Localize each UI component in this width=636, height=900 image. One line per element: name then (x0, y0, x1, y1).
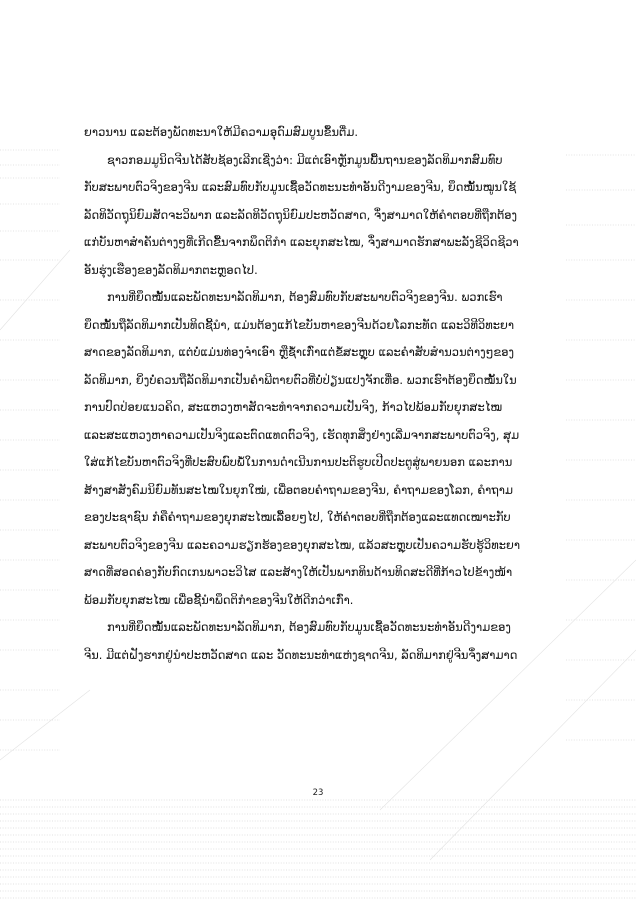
paragraph-first-line: ການທີ່ຍຶດໝັ້ນແລະພັດທະນາລັດທິມາກ, ຕ້ອງສົມທົບກັບສະພາບຕົວຈິງຂອງຈີນ. ພວກເຮົາ (107, 290, 503, 304)
text-line: ການປົດປ່ອຍແນວຄິດ, ສະແຫວງຫາສັດຈະທຳຈາກຄວາມເປັນຈິງ, ກ້າວໄປພ້ອມກັບຍຸກສະໄໝ (84, 400, 503, 414)
text-line: ອັນຮຸ່ງເຮືອງຂອງລັດທິມາກຕະຫຼອດໄປ. (84, 262, 258, 277)
text-line: ພ້ອມກັບຍຸກສະໄໝ ເພື່ອຊີ້ນຳພຶດຕິກຳຂອງຈີນໃຫ້ດີກວ່າເກົ່າ. (84, 592, 354, 607)
right-margin-rules (566, 155, 636, 740)
text-line: ໃສ່ແກ້ໄຂບັນຫາຕົວຈິງທີ່ປະສົບພົບພໍ້ໃນການດຳເນີນການປະຕິຮູບເປີດປະຕູສູ່ພາຍນອກ ແລະການ (84, 455, 513, 469)
text-line: ແລະສະແຫວງຫາຄວາມເປັນຈິງແລະຕົດແທດຕົວຈິງ, ເຮັດທຸກສິ່ງຢ່າງເລີ່ມຈາກສະພາບຕົວຈິງ, ສຸມ (84, 427, 520, 442)
text-line: ສາດທີ່ສອດຄ່ອງກັບກົດເກນພາວະວິໄສ ແລະສ້າງໃຫ້ເປັນພາກທິນດ້ານທິດສະດີທີ່ກ້າວໄປຂ້າງໜ້າ (84, 565, 513, 579)
text-line: ຂອງປະຊາຊົນ ກໍຄືຄຳຖາມຂອງຍຸກສະໄໝເລື້ອຍໆໄປ, ໃຫ້ຄຳຕອບທີ່ຖືກຕ້ອງແລະແທດເໝາະກັບ (84, 510, 511, 524)
text-line: ຍຶດໝັ້ນຖືລັດທິມາກເປັນທິດຊີ້ນຳ, ແມ່ນຕ້ອງແກ້ໄຂບັນຫາຂອງຈີນດ້ວຍໂລກະທັດ ແລະວິທີວິທະຍາ (84, 317, 515, 332)
text-line: ກັບສະພາບຕົວຈິງຂອງຈີນ ແລະສົມທົບກັບມູນເຊື້ອວັດທະນະທຳອັນດີງາມຂອງຈີນ, ຍຶດໝັ້ນໝູນໃຊ້ (84, 180, 517, 194)
text-line: ລັດທິວັດຖຸນິຍົມສັດຈະວິພາກ ແລະລັດທິວັດຖຸນິຍົມປະຫວັດສາດ, ຈຶ່ງສາມາດໃຫ້ຄຳຕອບທີ່ຖືກຕ້ອງ (84, 207, 518, 222)
text-line: ຈີນ. ມີແຕ່ຝັງຮາກຢູ່ນຳປະຫວັດສາດ ແລະ ວັດທະນະທຳແຫ່ງຊາດຈີນ, ລັດທິມາກຢູ່ຈີນຈຶ່ງສາມາດ (84, 647, 518, 662)
text-line: ລັດທິມາກ, ຍິ່ງບໍ່ຄວນຖືລັດທິມາກເປັນຄຳພີຕາຍຕົວທີ່ບໍ່ປ່ຽນແປງຈັກເທື່ອ. ພວກເຮົາຕ້ອງຍຶດໝັ້ນໃນ (84, 372, 517, 387)
text-line: ແກ່ບັນຫາສຳຄັນຕ່າງໆທີ່ເກີດຂື້ນຈາກພຶດຕິກຳ ແລະຍຸກສະໄໝ, ຈຶ່ງສາມາດຮັກສາພະລັງຊີວິດຊີວາ (84, 235, 519, 249)
body-text (84, 119, 556, 669)
text-line: ສະພາບຕົວຈິງຂອງຈີນ ແລະຄວາມຮຽກຮ້ອງຂອງຍຸກສະໄໝ, ແລ້ວສະຫຼຸບເປັນຄວາມຮັບຮູ້ວິທະຍາ (84, 537, 521, 552)
text-line: ສ້າງສາສັງຄົມນິຍົມທັນສະໄໝໃນຍຸກໃໝ່, ເພື່ອຕອບຄຳຖາມຂອງຈີນ, ຄຳຖາມຂອງໂລກ, ຄຳຖາມ (84, 482, 513, 497)
page-number: 23 (312, 788, 324, 798)
paragraph-first-line: ການທີ່ຍຶດໝັ້ນແລະພັດທະນາລັດທິມາກ, ຕ້ອງສົມທົບກັບມູນເຊື້ອວັດທະນະທຳອັນດີງາມຂອງ (107, 620, 511, 634)
text-line: ຍາວນານ ແລະຕ້ອງພັດທະນາໃຫ້ມີຄວາມອຸດົມສົມບູນຂຶ້ນຕື່ມ. (84, 125, 359, 139)
bottom-margin-rules (0, 800, 636, 898)
paragraph-first-line: ຊາວກອມມູນິດຈີນໄດ້ສັບຊ້ອງເລີກເຊີ່ງວ່າ: ມີແຕ່ເອົາຫຼັກມູນພື້ນຖານຂອງລັດທິມາກສົມທົບ (107, 152, 503, 167)
text-line: ສາດຂອງລັດທິມາກ, ແຕ່ບໍ່ແມ່ນທ່ອງຈຳເອົາ ຫຼືຊ້ຳເກົ່າແຕ່ຂໍ້ສະຫຼຸບ ແລະຄຳສັບສຳນວນຕ່າງໆຂອງ (84, 345, 515, 359)
left-margin-rules (0, 150, 60, 750)
